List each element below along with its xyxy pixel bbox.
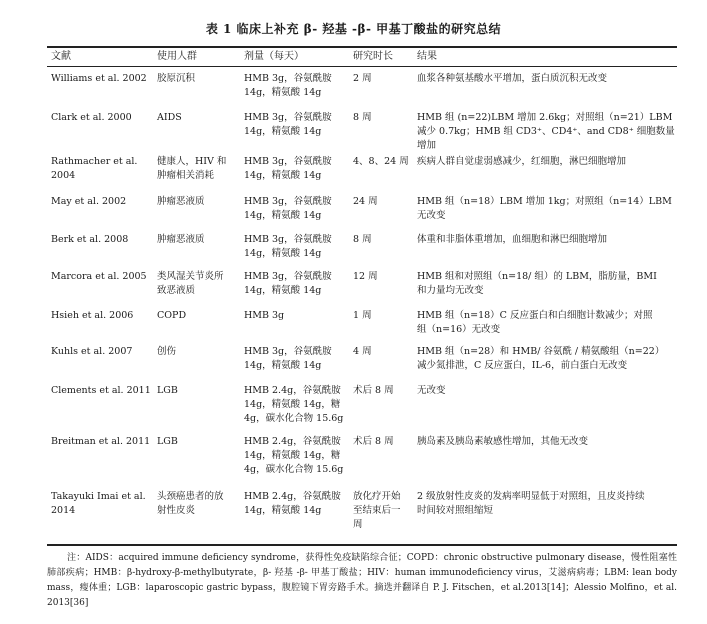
cell-line: 胰岛素及胰岛素敏感性增加，其他无改变 [417,436,589,447]
cell-results [417,384,675,398]
cell-population [157,233,243,247]
cell-line: HMB 2.4g，谷氨酰胺 [244,491,341,502]
cell-line: 2 级放射性皮炎的发病率明显低于对照组，且皮炎持续 [417,491,645,502]
cell-line: Breitman et al. 2011 [51,436,151,447]
cell-line: 体重和非脂体重增加，血细胞和淋巴细胞增加 [417,234,608,245]
cell-line: 射性皮炎 [157,505,196,516]
cell-line: 4g，碳水化合物 15.6g [244,413,344,424]
cell-line: 8 周 [353,234,372,245]
cell-reference [51,270,156,284]
cell-line: 14g，精氨酸 14g，糖 [244,450,341,461]
cell-line: HMB 组（n=28）和 HMB/ 谷氨酰 / 精氨酸组（n=22） [417,346,665,357]
header-reference: 文献 [51,51,71,62]
cell-line: 14g，精氨酸 14g [244,285,322,296]
cell-line: HMB 组（n=18）LBM 增加 1kg；对照组（n=14）LBM [417,196,672,207]
cell-line: 血浆各种氨基酸水平增加，蛋白质沉积无改变 [417,73,608,84]
cell-line: HMB 组（n=18）C 反应蛋白和白细胞计数减少；对照 [417,310,653,321]
cell-line: 14g，精氨酸 14g [244,210,322,221]
cell-dose [244,155,352,183]
cell-duration [353,111,415,125]
cell-line: HMB 3g，谷氨酰胺 [244,73,332,84]
cell-duration [353,72,415,86]
cell-reference [51,195,156,209]
cell-line: 14g，精氨酸 14g [244,126,322,137]
header-duration: 研究时长 [353,51,393,62]
cell-dose [244,195,352,223]
cell-reference [51,345,156,359]
cell-line: Clements et al. 2011 [51,385,151,396]
cell-line: Hsieh et al. 2006 [51,310,134,321]
cell-line: 14g，精氨酸 14g [244,248,322,259]
cell-line: 14g，精氨酸 14g [244,360,322,371]
cell-line: 减少 0.7kg；HMB 组 CD3⁺、CD4⁺、and CD8⁺ 细胞数量 [417,126,675,137]
cell-line: HMB 3g，谷氨酰胺 [244,271,332,282]
cell-line: 8 周 [353,112,372,123]
cell-results [417,195,675,223]
cell-line: 疾病人群自觉虚弱感减少，红细胞，淋巴细胞增加 [417,156,627,167]
cell-dose [244,233,352,261]
cell-line: 14g，精氨酸 14g [244,505,322,516]
cell-line: AIDS [157,112,182,123]
cell-line: 无改变 [417,210,446,221]
cell-duration [353,384,415,398]
cell-line: 类风湿关节炎所 [157,271,224,282]
cell-line: 术后 8 周 [353,385,394,396]
cell-line: Kuhls et al. 2007 [51,346,133,357]
cell-line: 无改变 [417,385,446,396]
cell-duration [353,155,415,169]
cell-duration [353,195,415,209]
cell-line: Takayuki Imai et al. [51,491,146,502]
cell-line: 14g，精氨酸 14g，糖 [244,399,341,410]
cell-line: 14g，精氨酸 14g [244,170,322,181]
cell-reference [51,155,156,183]
cell-dose [244,72,352,100]
cell-duration [353,345,415,359]
cell-population [157,195,243,209]
header-population: 使用人群 [157,51,197,62]
cell-line: 肿瘤恶液质 [157,234,205,245]
cell-line: 胶原沉积 [157,73,196,84]
cell-line: HMB 3g，谷氨酰胺 [244,156,332,167]
cell-dose [244,490,352,518]
cell-line: 健康人，HIV 和 [157,156,227,167]
cell-duration [353,435,415,449]
cell-line: COPD [157,310,187,321]
cell-line: 24 周 [353,196,378,207]
cell-duration [353,490,415,532]
cell-dose [244,111,352,139]
cell-reference [51,490,156,518]
cell-line: HMB 3g [244,310,285,321]
cell-population [157,435,243,449]
cell-line: 肿瘤相关消耗 [157,170,215,181]
cell-dose [244,435,352,477]
cell-line: 时间较对照组缩短 [417,505,494,516]
table-title: 表 1 临床上补充 β- 羟基 -β- 甲基丁酸盐的研究总结 [205,22,502,36]
cell-line: LGB [157,385,178,396]
cell-line: 2014 [51,505,76,516]
cell-line: HMB 2.4g，谷氨酰胺 [244,385,341,396]
cell-results [417,435,675,449]
cell-population [157,72,243,86]
cell-line: 4g，碳水化合物 15.6g [244,464,344,475]
cell-reference [51,111,156,125]
cell-line: 周 [353,519,363,530]
cell-line: 增加 [417,140,437,151]
cell-results [417,270,675,298]
cell-line: 创伤 [157,346,177,357]
cell-results [417,309,675,337]
cell-line: Rathmacher et al. 2004 [51,156,138,181]
cell-line: 组（n=16）无改变 [417,324,501,335]
cell-line: 4 周 [353,346,372,357]
cell-line: Berk et al. 2008 [51,234,129,245]
cell-results [417,72,675,86]
cell-line: 头颈癌患者的放 [157,491,224,502]
cell-line: Williams et al. 2002 [51,73,147,84]
cell-population [157,490,243,518]
cell-line: 放化疗开始 [353,491,401,502]
cell-reference [51,72,156,86]
cell-duration [353,233,415,247]
cell-line: May et al. 2002 [51,196,127,207]
cell-line: LGB [157,436,178,447]
cell-line: 和力量均无改变 [417,285,484,296]
cell-line: 减少氮排泄，C 反应蛋白，IL-6，前白蛋白无改变 [417,360,628,371]
cell-line: 肿瘤恶液质 [157,196,205,207]
cell-population [157,309,243,323]
cell-population [157,345,243,359]
cell-line: HMB 3g，谷氨酰胺 [244,234,332,245]
cell-line: HMB 3g，谷氨酰胺 [244,346,332,357]
cell-duration [353,270,415,284]
cell-results [417,111,675,153]
cell-results [417,233,675,247]
cell-line: 至结束后一 [353,505,401,516]
header-dose: 剂量（每天） [244,51,304,62]
cell-line: 14g，精氨酸 14g [244,87,322,98]
cell-dose [244,345,352,373]
header-rule [47,66,677,67]
cell-line: 1 周 [353,310,372,321]
cell-duration [353,309,415,323]
cell-results [417,490,675,518]
cell-reference [51,309,156,323]
bottom-rule [47,544,677,546]
cell-line: 2 周 [353,73,372,84]
top-rule [47,46,677,48]
cell-line: HMB 3g，谷氨酰胺 [244,112,332,123]
cell-reference [51,435,156,449]
header-results: 结果 [417,51,437,62]
cell-dose [244,384,352,426]
cell-line: 12 周 [353,271,378,282]
cell-line: 术后 8 周 [353,436,394,447]
cell-line: HMB 3g，谷氨酰胺 [244,196,332,207]
cell-reference [51,233,156,247]
cell-line: Clark et al. 2000 [51,112,132,123]
table-footnote: 注：AIDS：acquired immune deficiency syndrome，获得性免疫缺陷综合征；COPD：chronic obstructive pulmonary disease，慢性阻塞性肺部疾病；HMB：β-hydroxy-β-methylbutyrate，β- 羟基 -β- 甲基丁酸盐；HIV：human immunodeficiency virus，艾滋病病毒；LBM: lean body mass，瘦体重；LGB：laparoscopic gastric bypass，腹腔镜下胃旁路手术。摘选并翻译自 P. J. Fitschen，et al.2013[14]；Alessio Molfino，et al. 2013[36] [47,553,677,608]
cell-results [417,345,675,373]
cell-population [157,384,243,398]
cell-line: HMB 组和对照组（n=18/ 组）的 LBM，脂肪量，BMI [417,271,657,282]
cell-line: 致恶液质 [157,285,196,296]
cell-reference [51,384,156,398]
cell-line: Marcora et al. 2005 [51,271,147,282]
cell-population [157,111,243,125]
cell-dose [244,309,352,323]
cell-dose [244,270,352,298]
cell-line: HMB 组 (n=22)LBM 增加 2.6kg；对照组（n=21）LBM [417,112,673,123]
cell-line: HMB 2.4g，谷氨酰胺 [244,436,341,447]
cell-population [157,155,243,183]
cell-line: 4、8、24 周 [353,156,409,167]
cell-population [157,270,243,298]
cell-results [417,155,675,169]
